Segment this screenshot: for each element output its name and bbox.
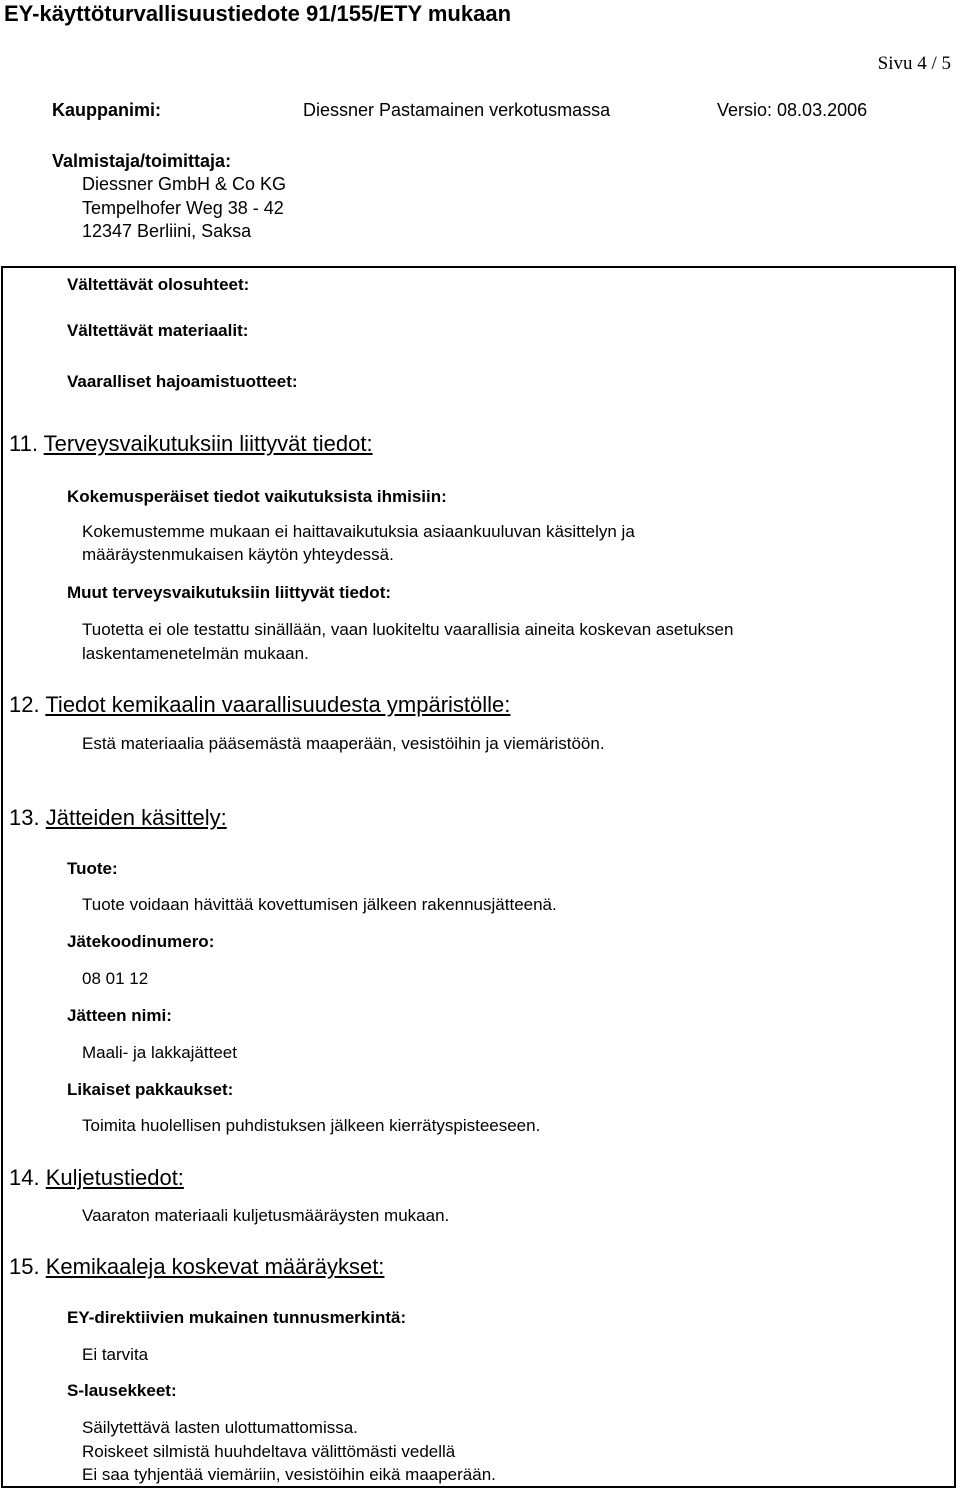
section-13-number: 13. bbox=[9, 805, 40, 830]
decomposition-products-label: Vaaralliset hajoamistuotteet: bbox=[67, 372, 298, 391]
packaging-label: Likaiset pakkaukset: bbox=[67, 1080, 234, 1099]
section-15-number: 15. bbox=[9, 1254, 40, 1279]
manufacturer-label: Valmistaja/toimittaja: bbox=[52, 151, 232, 171]
human-effects-line-2: määräystenmukaisen käytön yhteydessä. bbox=[82, 545, 394, 564]
waste-name-label: Jätteen nimi: bbox=[67, 1006, 172, 1025]
s-phrase-1: Säilytettävä lasten ulottumattomissa. bbox=[82, 1418, 358, 1437]
section-12-number: 12. bbox=[9, 692, 40, 717]
version: Versio: 08.03.2006 bbox=[717, 100, 868, 120]
other-health-label: Muut terveysvaikutuksiin liittyvät tiedot: bbox=[67, 583, 392, 602]
section-14-title: Kuljetustiedot: bbox=[45, 1165, 184, 1190]
section-13-heading bbox=[9, 805, 227, 831]
ey-marking-value: Ei tarvita bbox=[82, 1345, 149, 1364]
other-health-line-2: laskentamenetelmän mukaan. bbox=[82, 644, 309, 663]
address-line-2: Tempelhofer Weg 38 - 42 bbox=[82, 198, 284, 218]
other-health-line-1: Tuotetta ei ole testattu sinällään, vaan luokiteltu vaarallisia aineita koskevan asetuksen bbox=[82, 620, 734, 639]
product-text: Tuote voidaan hävittää kovettumisen jälkeen rakennusjätteenä. bbox=[82, 895, 557, 914]
s-phrases-label: S-lausekkeet: bbox=[67, 1381, 177, 1400]
trade-name: Diessner Pastamainen verkotusmassa bbox=[303, 100, 611, 120]
section-14-text: Vaaraton materiaali kuljetusmääräysten mukaan. bbox=[82, 1206, 450, 1225]
address-line-3: 12347 Berliini, Saksa bbox=[82, 221, 252, 241]
waste-name-value: Maali- ja lakkajätteet bbox=[82, 1043, 237, 1062]
avoid-conditions-label: Vältettävät olosuhteet: bbox=[67, 275, 250, 294]
product-label: Tuote: bbox=[67, 859, 118, 878]
section-14-heading bbox=[9, 1165, 184, 1191]
section-13-title: Jätteiden käsittely: bbox=[45, 805, 227, 830]
section-14-number: 14. bbox=[9, 1165, 40, 1190]
trade-name-label: Kauppanimi: bbox=[52, 100, 162, 120]
human-effects-label: Kokemusperäiset tiedot vaikutuksista ihmisiin: bbox=[67, 487, 447, 506]
section-15-heading bbox=[9, 1254, 384, 1280]
ey-marking-label: EY-direktiivien mukainen tunnusmerkintä: bbox=[67, 1308, 407, 1327]
waste-code-value: 08 01 12 bbox=[82, 969, 149, 988]
address-line-1: Diessner GmbH & Co KG bbox=[82, 174, 287, 194]
section-11-heading bbox=[9, 431, 373, 457]
section-12-text: Estä materiaalia pääsemästä maaperään, vesistöihin ja viemäristöön. bbox=[82, 734, 605, 753]
section-11-number: 11. bbox=[9, 431, 38, 456]
page-number: Sivu 4 / 5 bbox=[877, 53, 951, 74]
s-phrase-2: Roiskeet silmistä huuhdeltava välittömästi vedellä bbox=[82, 1442, 456, 1461]
avoid-materials-label: Vältettävät materiaalit: bbox=[67, 321, 249, 340]
section-15-title: Kemikaaleja koskevat määräykset: bbox=[45, 1254, 385, 1279]
human-effects-line-1: Kokemustemme mukaan ei haittavaikutuksia asiaankuuluvan käsittelyn ja bbox=[82, 522, 635, 541]
section-11-title: Terveysvaikutuksiin liittyvät tiedot: bbox=[43, 431, 373, 456]
waste-code-label: Jätekoodinumero: bbox=[67, 932, 215, 951]
s-phrase-3: Ei saa tyhjentää viemäriin, vesistöihin eikä maaperään. bbox=[82, 1465, 496, 1484]
section-12-heading bbox=[9, 692, 510, 718]
document-title: EY-käyttöturvallisuustiedote 91/155/ETY mukaan bbox=[4, 1, 512, 26]
packaging-text: Toimita huolellisen puhdistuksen jälkeen kierrätyspisteeseen. bbox=[82, 1116, 541, 1135]
section-12-title: Tiedot kemikaalin vaarallisuudesta ympäristölle: bbox=[45, 692, 511, 717]
